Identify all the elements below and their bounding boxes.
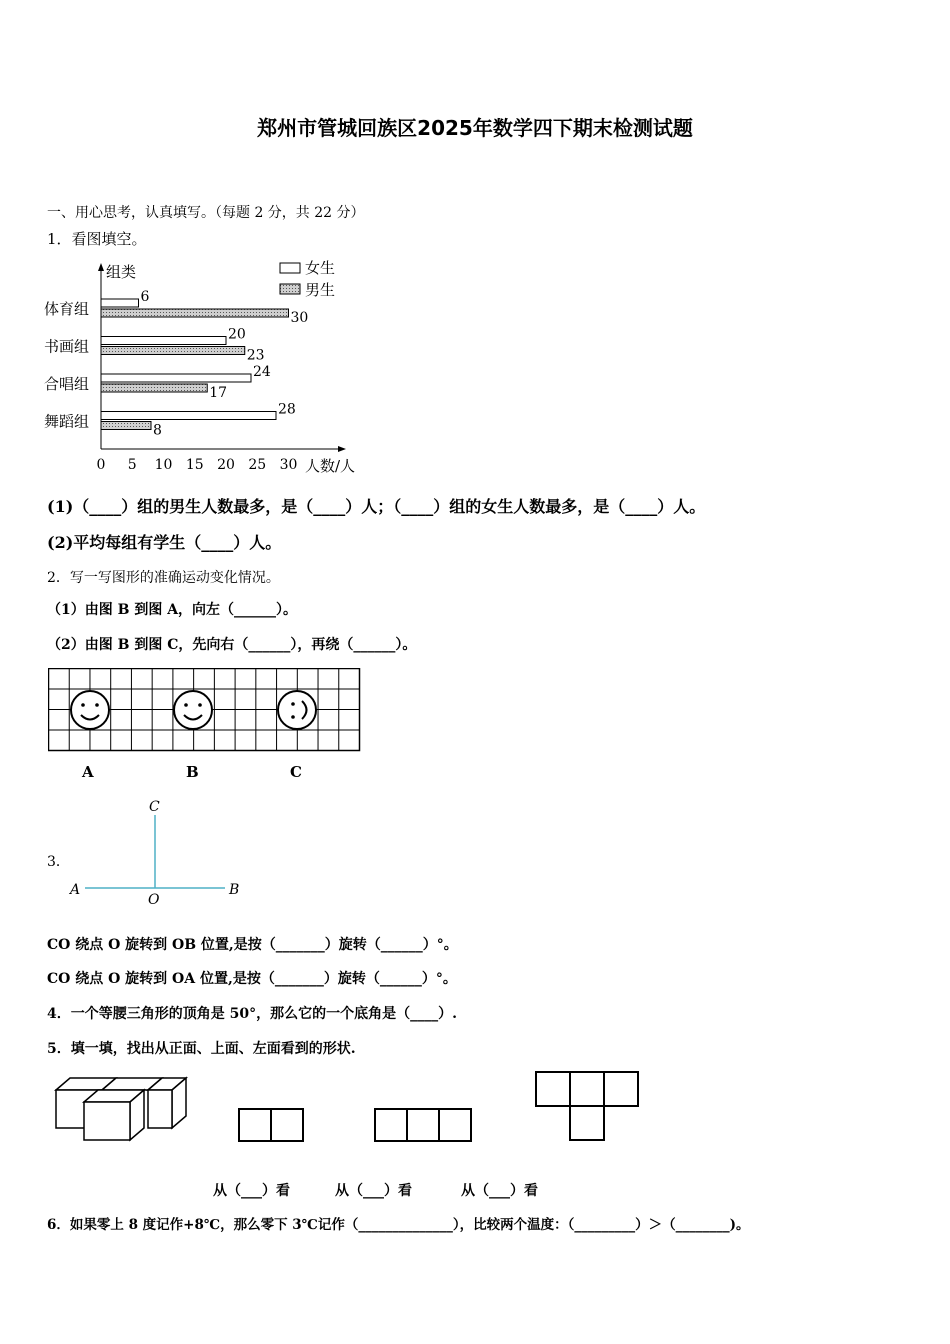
q5-label: 5．填一填，找出从正面、上面、左面看到的形状. — [47, 1041, 356, 1057]
data-label-female: 28 — [278, 401, 296, 418]
category-label: 舞蹈组 — [44, 412, 90, 431]
legend-label-male: 男生 — [305, 281, 336, 299]
fig-label-b: B — [186, 763, 199, 781]
data-label-male: 17 — [209, 385, 228, 401]
category-label: 合唱组 — [44, 375, 90, 393]
q1-sub2: (2)平均每组有学生（____）人。 — [47, 533, 282, 552]
q2-sub2: （2）由图 B 到图 C，先向右（______），再绕（______）。 — [47, 637, 417, 653]
point-a-label: A — [70, 882, 81, 898]
x-tick-label: 5 — [127, 457, 137, 473]
q5-view1: 从（___）看 — [213, 1183, 290, 1199]
bar-male — [101, 347, 245, 355]
legend-swatch-male — [280, 284, 300, 294]
data-label-female: 6 — [140, 289, 150, 305]
x-axis-arrow — [338, 446, 346, 452]
view-shape-3 — [536, 1072, 638, 1140]
face-grid — [48, 668, 362, 752]
x-axis-label: 人数/人 — [305, 457, 356, 475]
angle-figure — [65, 795, 250, 910]
fig-label-a: A — [82, 763, 94, 781]
point-o-label: O — [148, 892, 160, 908]
category-label: 书画组 — [44, 337, 90, 356]
page-title: 郑州市管城回族区2025年数学四下期末检测试题 — [257, 116, 693, 140]
x-tick-label: 10 — [154, 457, 173, 473]
section-heading: 一、用心思考，认真填写。（每题 2 分，共 22 分） — [47, 205, 365, 221]
data-label-male: 8 — [153, 422, 162, 439]
q4-text: 4．一个等腰三角形的顶角是 50°，那么它的一个底角是（____）. — [47, 1006, 457, 1022]
x-tick-label: 20 — [217, 457, 235, 473]
q2-sub1: （1）由图 B 到图 A，向左（______）。 — [47, 602, 298, 618]
y-axis-arrow — [98, 263, 104, 271]
view-shape-1 — [239, 1109, 303, 1141]
q3-line2: CO 绕点 O 旋转到 OA 位置,是按（_______）旋转（______）°。 — [47, 971, 457, 987]
face-b-icon — [174, 691, 212, 729]
q5-view2: 从（___）看 — [335, 1183, 412, 1199]
q5-view3: 从（___）看 — [461, 1183, 538, 1199]
fig-label-c: C — [290, 763, 302, 781]
category-label: 体育组 — [44, 300, 90, 318]
q6-text: 6．如果零上 8 度记作+8℃，那么零下 3℃记作（______________），比较两个温度：（_________）＞（________)。 — [47, 1217, 750, 1233]
legend-label-female: 女生 — [305, 259, 336, 277]
bar-male — [101, 309, 289, 317]
face-a-icon — [71, 691, 109, 729]
data-label-female: 20 — [228, 326, 246, 343]
data-label-female: 24 — [253, 364, 271, 380]
q2-label: 2．写一写图形的准确运动变化情况。 — [47, 570, 280, 586]
bar-female — [101, 299, 139, 307]
view-shape-2 — [375, 1109, 471, 1141]
x-tick-label: 30 — [279, 457, 298, 473]
q3-label: 3． — [47, 854, 70, 870]
q5-figures — [50, 1068, 650, 1150]
x-tick-label: 25 — [248, 457, 267, 473]
q3-line1: CO 绕点 O 旋转到 OB 位置,是按（_______）旋转（______）°。 — [47, 937, 458, 953]
legend-swatch-female — [280, 263, 300, 273]
x-tick-label: 0 — [96, 457, 106, 473]
bar-female — [101, 337, 226, 345]
x-tick-label: 15 — [185, 457, 204, 473]
bar-chart — [40, 255, 370, 480]
q1-sub1: (1)（____）组的男生人数最多，是（____）人；（____）组的女生人数最多，是（____）人。 — [47, 497, 706, 516]
data-label-male: 23 — [246, 347, 265, 364]
bar-female — [101, 412, 276, 420]
q1-label: 1．看图填空。 — [47, 230, 147, 248]
bar-male — [101, 384, 207, 392]
face-c-icon — [278, 691, 316, 729]
point-b-label: B — [229, 882, 240, 898]
bar-female — [101, 374, 251, 382]
y-axis-label: 组类 — [106, 263, 137, 281]
point-c-label: C — [149, 799, 160, 815]
data-label-male: 30 — [290, 310, 309, 326]
cube-stack-figure — [56, 1078, 186, 1140]
bar-male — [101, 422, 151, 430]
